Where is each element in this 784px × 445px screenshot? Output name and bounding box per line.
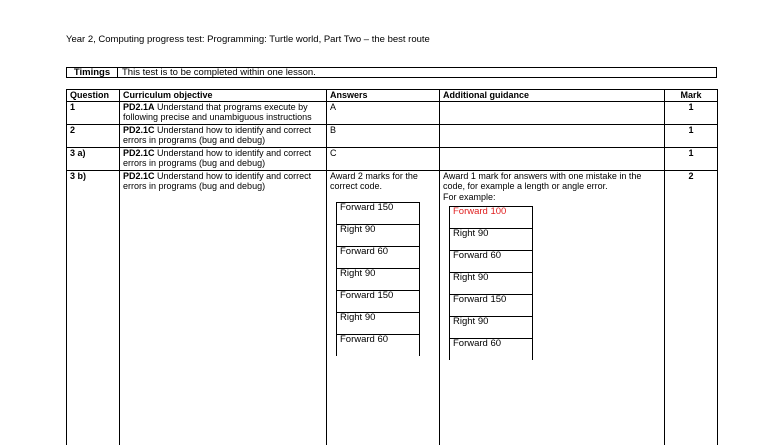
guidance-cell xyxy=(440,101,665,124)
page-title: Year 2, Computing progress test: Programming: Turtle world, Part Two – the best route xyxy=(66,34,430,45)
objective-cell xyxy=(120,147,327,170)
guidance-cell xyxy=(440,147,665,170)
header-question: Question xyxy=(67,90,120,102)
mark-scheme-table xyxy=(66,89,718,445)
guidance-text: Award 1 mark for answers with one mistake in the code, for example a length or angle error. xyxy=(443,170,642,191)
code-step: Right 90 xyxy=(450,273,533,295)
mark-cell: 1 xyxy=(665,147,718,170)
header-mark: Mark xyxy=(665,90,718,102)
objective-text: Understand how to identify and correct errors in programs (bug and debug) xyxy=(123,170,312,191)
timings-text: This test is to be completed within one lesson. xyxy=(122,67,316,78)
mark-cell: 2 xyxy=(665,170,718,445)
objective-text: Understand how to identify and correct errors in programs (bug and debug) xyxy=(123,147,312,168)
objective-code: PD2.1C xyxy=(123,147,155,158)
question-number: 1 xyxy=(67,101,120,124)
code-step: Forward 60 xyxy=(337,246,420,268)
mark-cell: 1 xyxy=(665,124,718,147)
code-step: Right 90 xyxy=(337,312,420,334)
code-step: Right 90 xyxy=(450,229,533,251)
objective-text: Understand that programs execute by following precise and unambiguous instructions xyxy=(123,101,312,122)
code-step: Forward 60 xyxy=(450,339,533,361)
timings-box xyxy=(66,67,717,78)
objective-text: Understand how to identify and correct errors in programs (bug and debug) xyxy=(123,124,312,145)
question-number: 2 xyxy=(67,124,120,147)
table-row xyxy=(67,124,718,147)
example-code-list xyxy=(449,206,533,360)
objective-cell xyxy=(120,170,327,445)
timings-label: Timings xyxy=(67,68,118,77)
objective-code: PD2.1A xyxy=(123,101,155,112)
table-header-row xyxy=(67,90,718,102)
table-row xyxy=(67,170,718,445)
code-step: Right 90 xyxy=(337,268,420,290)
question-number: 3 b) xyxy=(67,170,120,445)
guidance-cell xyxy=(440,124,665,147)
answer-cell: A xyxy=(327,101,440,124)
code-step: Forward 150 xyxy=(450,295,533,317)
objective-cell xyxy=(120,124,327,147)
code-step-error: Forward 100 xyxy=(450,207,533,229)
answer-cell: B xyxy=(327,124,440,147)
objective-code: PD2.1C xyxy=(123,170,155,181)
code-step: Forward 150 xyxy=(337,202,420,224)
mark-cell: 1 xyxy=(665,101,718,124)
answer-text: Award 2 marks for the correct code. xyxy=(330,170,418,191)
header-objective: Curriculum objective xyxy=(120,90,327,102)
table-row xyxy=(67,147,718,170)
code-step: Forward 60 xyxy=(337,334,420,356)
table-row xyxy=(67,101,718,124)
code-step: Right 90 xyxy=(337,224,420,246)
answer-cell xyxy=(327,170,440,445)
correct-code-list xyxy=(336,202,420,356)
guidance-example-label: For example: xyxy=(443,191,496,202)
code-step: Right 90 xyxy=(450,317,533,339)
guidance-cell xyxy=(440,170,665,445)
code-step: Forward 60 xyxy=(450,251,533,273)
answer-cell: C xyxy=(327,147,440,170)
header-answers: Answers xyxy=(327,90,440,102)
objective-cell xyxy=(120,101,327,124)
question-number: 3 a) xyxy=(67,147,120,170)
code-step: Forward 150 xyxy=(337,290,420,312)
objective-code: PD2.1C xyxy=(123,124,155,135)
header-guidance: Additional guidance xyxy=(440,90,665,102)
